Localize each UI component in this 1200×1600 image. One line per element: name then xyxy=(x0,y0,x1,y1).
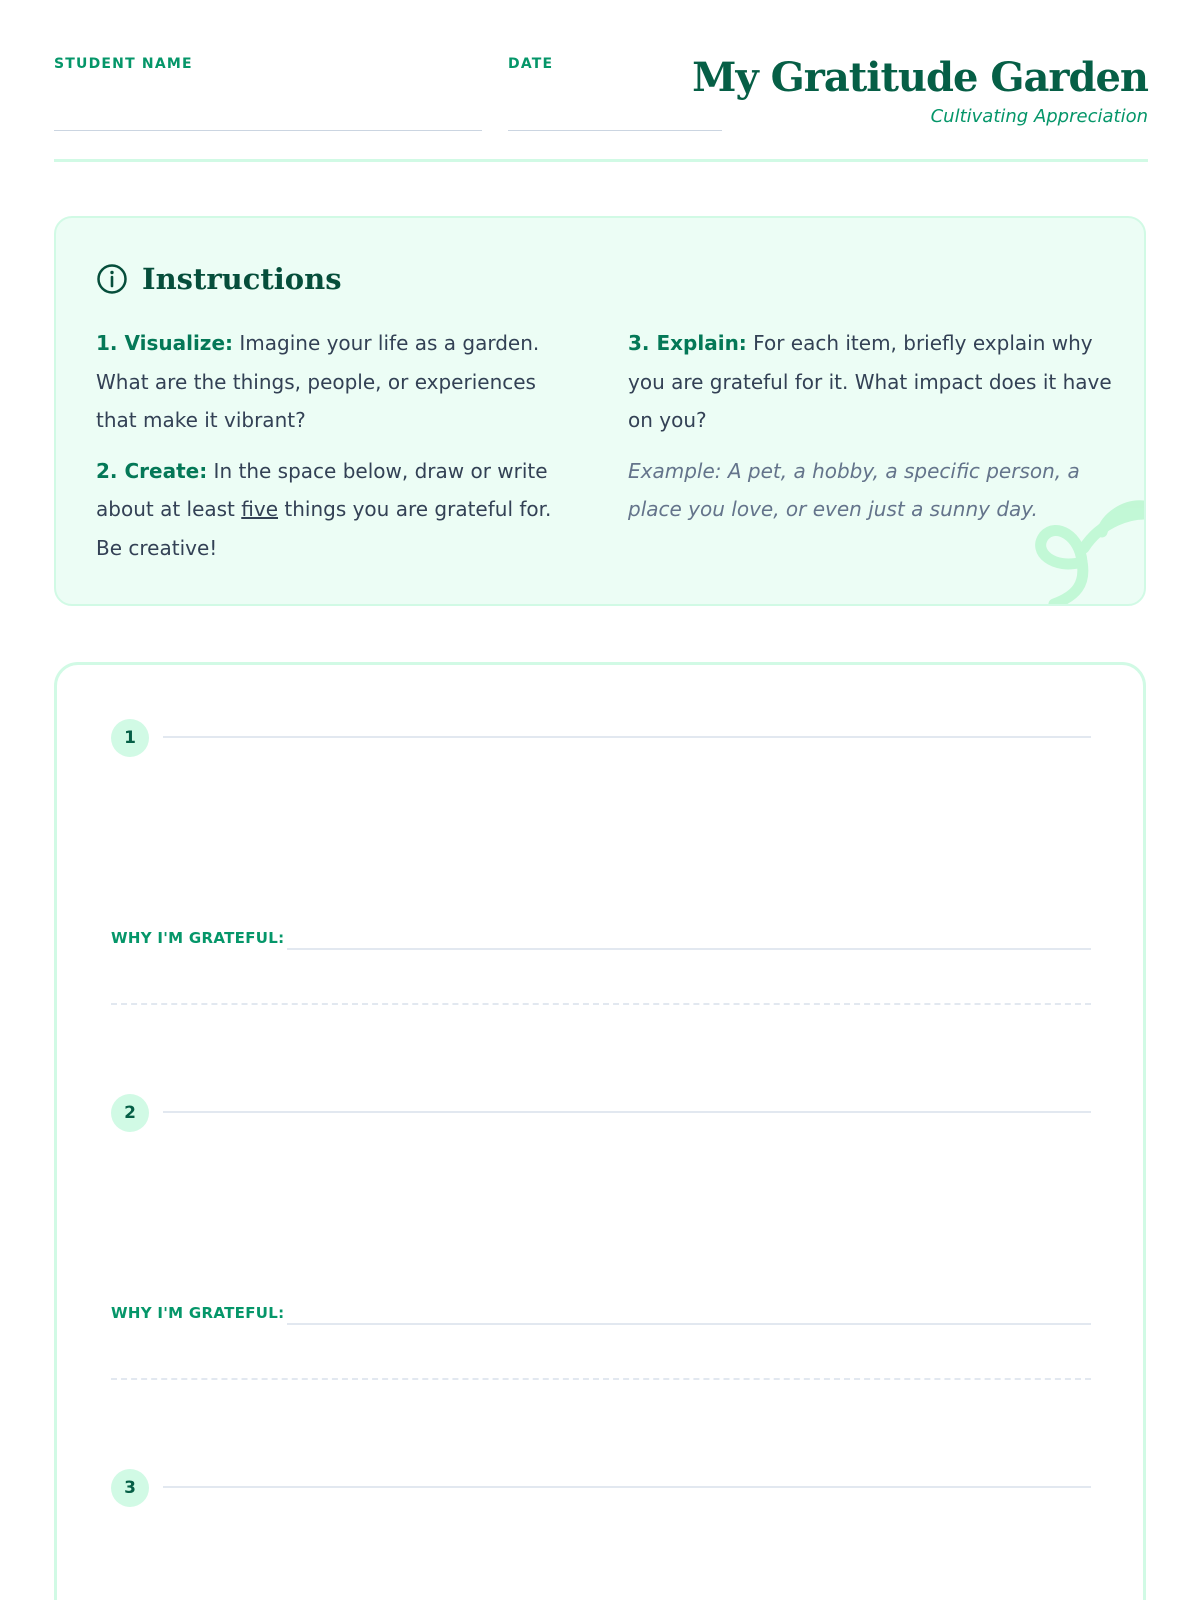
step-1-text: Imagine your life as a garden. What are the things, people, or experiences that make it vibrant? xyxy=(96,331,540,432)
why-grateful-label: WHY I'M GRATEFUL: xyxy=(111,929,285,947)
entry-separator xyxy=(111,1003,1091,1005)
step-2-emphasis: five xyxy=(241,497,279,521)
instructions-panel xyxy=(54,216,1146,606)
why-grateful-label: WHY I'M GRATEFUL: xyxy=(111,1304,285,1322)
entry-item-line[interactable] xyxy=(163,1111,1091,1113)
instruction-example: Example: A pet, a hobby, a specific person, a place you love, or even just a sunny day. xyxy=(628,458,1080,521)
step-2-text-after: things you are grateful for. Be creative! xyxy=(96,497,552,560)
page-subtitle: Cultivating Appreciation xyxy=(930,106,1148,127)
gratitude-entry xyxy=(111,1094,1091,1469)
date-label: DATE xyxy=(508,56,554,72)
why-grateful-line[interactable] xyxy=(287,948,1091,950)
instruction-step-3 xyxy=(628,324,1118,440)
student-name-field[interactable] xyxy=(54,130,482,131)
instructions-heading xyxy=(96,262,342,296)
entry-item-line[interactable] xyxy=(163,1486,1091,1488)
gratitude-entry xyxy=(111,1469,1091,1599)
info-icon xyxy=(96,263,128,295)
step-1-label: 1. Visualize: xyxy=(96,331,234,355)
header-divider xyxy=(54,159,1148,162)
step-2-text-before: In the space below, draw or write about at least xyxy=(96,458,548,521)
entry-item-line[interactable] xyxy=(163,736,1091,738)
entry-number-badge: 1 xyxy=(111,719,149,757)
date-field[interactable] xyxy=(508,130,722,131)
sprout-icon xyxy=(1014,484,1144,604)
gratitude-entries-area xyxy=(54,662,1146,1600)
step-3-label: 3. Explain: xyxy=(628,331,747,355)
instruction-step-1 xyxy=(96,324,576,440)
entry-number-badge: 2 xyxy=(111,1094,149,1132)
entry-number-badge: 3 xyxy=(111,1469,149,1507)
step-2-label: 2. Create: xyxy=(96,458,208,483)
student-name-label: STUDENT NAME xyxy=(54,56,193,72)
instructions-title: Instructions xyxy=(142,262,342,296)
gratitude-entry xyxy=(111,719,1091,1094)
step-3-text: For each item, briefly explain why you are grateful for it. What impact does it have on you? xyxy=(628,331,1112,432)
instruction-step-2 xyxy=(96,452,576,568)
entry-separator xyxy=(111,1378,1091,1380)
instructions-column-left xyxy=(96,324,576,579)
why-grateful-line[interactable] xyxy=(287,1323,1091,1325)
page-title: My Gratitude Garden xyxy=(692,54,1148,101)
